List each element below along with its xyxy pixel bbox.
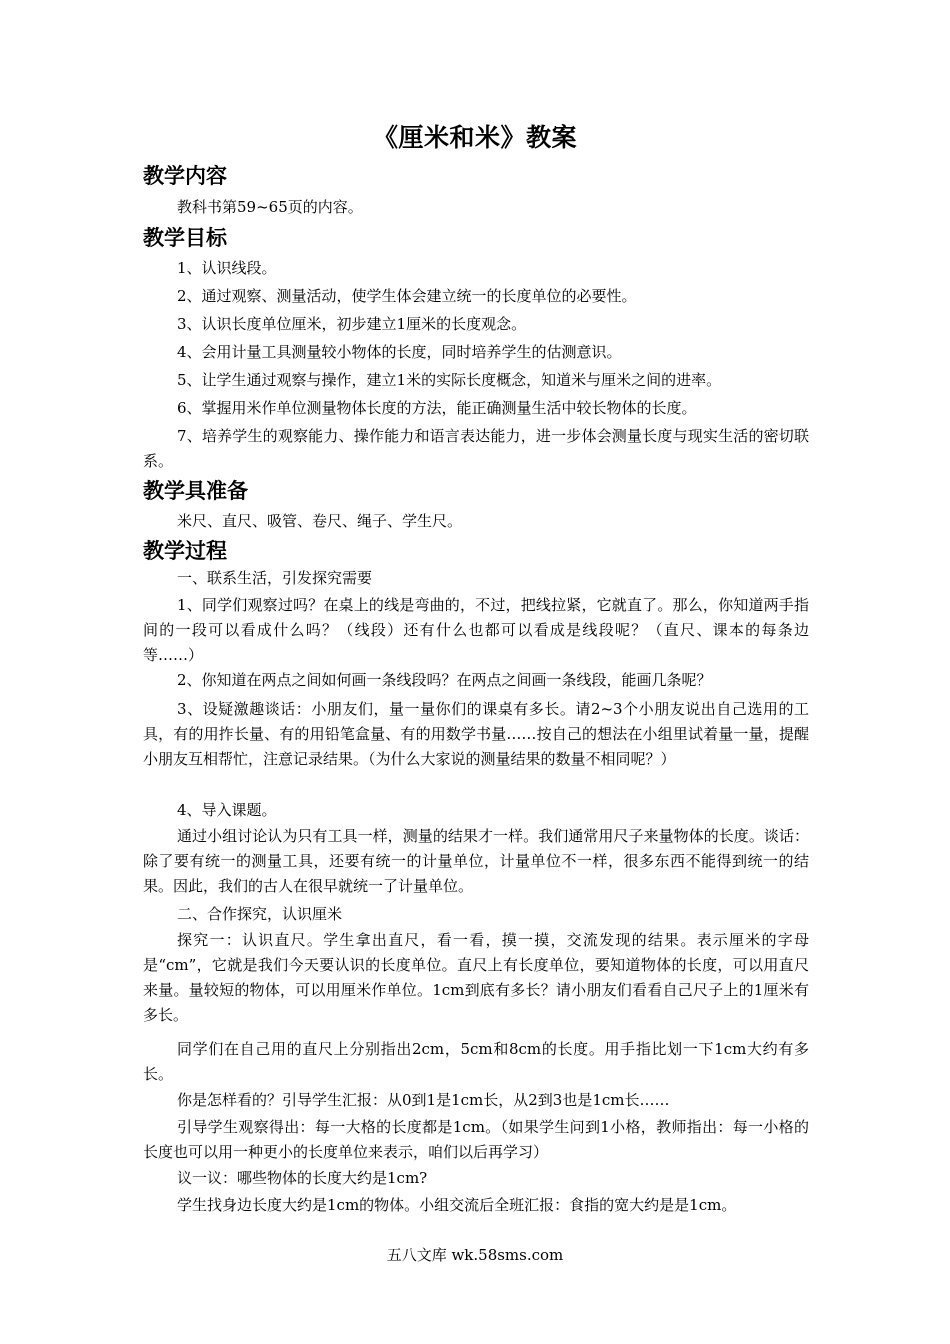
- heading-teaching-goals: 教学目标: [143, 226, 227, 250]
- process-paragraph: 一、联系生活，引发探究需要: [177, 569, 373, 587]
- process-paragraph: 你是怎样看的？引导学生汇报：从0到1是1cm长，从2到3也是1cm长……: [177, 1091, 670, 1109]
- process-paragraph: 4、导入课题。: [177, 801, 277, 819]
- process-paragraph: 二、合作探究，认识厘米: [177, 905, 343, 923]
- goal-item: 3、认识长度单位厘米，初步建立1厘米的长度观念。: [177, 315, 527, 333]
- goal-item: 1、认识线段。: [177, 259, 277, 277]
- footer-watermark: 五八文库 wk.58sms.com: [386, 1246, 564, 1264]
- process-paragraph: 2、你知道在两点之间如何画一条线段吗？在两点之间画一条线段，能画几条呢？: [177, 671, 712, 689]
- goal-item: 2、通过观察、测量活动，使学生体会建立统一的长度单位的必要性。: [177, 287, 637, 305]
- process-paragraph: 议一议：哪些物体的长度大约是1cm?: [177, 1169, 428, 1187]
- process-paragraph: 探究一：认识直尺。学生拿出直尺，看一看，摸一摸，交流发现的结果。表示厘米的字母是“cm”，它就是我们今天要认识的长度单位。直尺上有长度单位，要知道物体的长度，可以用直尺来量。量较短的物体，可以用厘米作单位。1cm到底有多长？请小朋友们看看自己尺子上的1厘米有多长。: [143, 931, 809, 1024]
- process-paragraph: 3、设疑激趣谈话：小朋友们，量一量你们的课桌有多长。请2~3个小朋友说出自己选用的工具，有的用拃长量、有的用铅笔盒量、有的用数学书量……按自己的想法在小组里试着量一量，提醒小朋友互相帮忙，注意记录结果。（为什么大家说的测量结果的数量不相同呢？）: [143, 700, 809, 768]
- process-paragraph: 同学们在自己用的直尺上分别指出2cm，5cm和8cm的长度。用手指比划一下1cm大约有多长。: [143, 1040, 809, 1083]
- process-paragraph: 引导学生观察得出：每一大格的长度都是1cm。（如果学生问到1小格，教师指出：每一小格的长度也可以用一种更小的长度单位来表示，咱们以后再学习）: [143, 1118, 809, 1161]
- document-title: 《厘米和米》教案: [372, 123, 577, 152]
- process-paragraph: 学生找身边长度大约是1cm的物体。小组交流后全班汇报：食指的宽大约是是1cm。: [177, 1196, 737, 1214]
- goal-item: 7、培养学生的观察能力、操作能力和语言表达能力，进一步体会测量长度与现实生活的密切联系。: [143, 427, 809, 470]
- paragraph-materials: 米尺、直尺、吸管、卷尺、绳子、学生尺。: [177, 512, 463, 530]
- process-paragraph: 1、同学们观察过吗？在桌上的线是弯曲的，不过，把线拉紧，它就直了。那么，你知道两手指间的一段可以看成什么吗？（线段）还有什么也都可以看成是线段呢？（直尺、课本的每条边等……）: [143, 596, 809, 664]
- process-paragraph: 通过小组讨论认为只有工具一样，测量的结果才一样。我们通常用尺子来量物体的长度。谈话：除了要有统一的测量工具，还要有统一的计量单位，计量单位不一样，很多东西不能得到统一的结果。因此，我们的古人在很早就统一了计量单位。: [143, 827, 809, 895]
- goal-item: 5、让学生通过观察与操作，建立1米的实际长度概念，知道米与厘米之间的进率。: [177, 371, 722, 389]
- goal-item: 6、掌握用米作单位测量物体长度的方法，能正确测量生活中较长物体的长度。: [177, 399, 697, 417]
- goal-item: 4、会用计量工具测量较小物体的长度，同时培养学生的估测意识。: [177, 343, 622, 361]
- heading-materials: 教学具准备: [143, 479, 248, 503]
- paragraph-teaching-content: 教科书第59~65页的内容。: [177, 198, 363, 216]
- heading-teaching-content: 教学内容: [143, 164, 227, 188]
- heading-teaching-process: 教学过程: [143, 539, 227, 563]
